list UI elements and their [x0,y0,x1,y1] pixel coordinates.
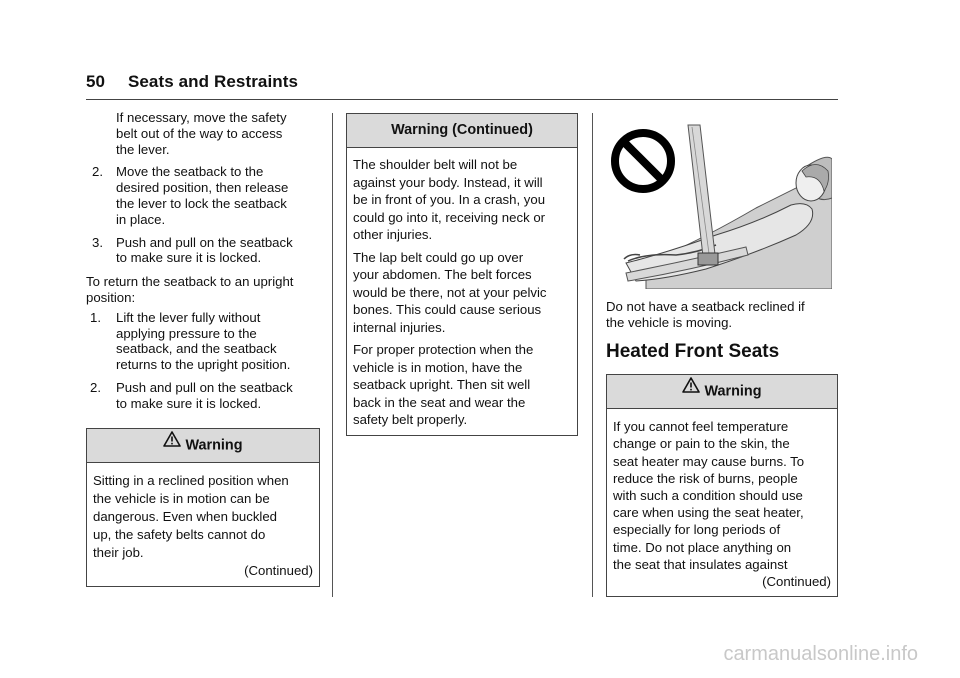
warning-text: Sitting in a reclined position when the vehicle is in motion can be dangerous. Even when buckled up, the safety belts cannot do their job. (Continued) [93,472,313,578]
warning-icon [163,427,181,460]
page-number: 50 [86,72,106,91]
warning-paragraph: The shoulder belt will not be against your body. Instead, it will be in front of you. In a crash, you could go into it, receiving neck or other injuries. [353,157,546,242]
column-2 [346,113,578,436]
warning-header: Warning [607,375,837,409]
warning-box-heated-seats [606,374,838,597]
warning-header: Warning [87,429,319,463]
watermark [0,643,960,666]
watermark-text: carmanualsonline.info [723,643,918,665]
column-1 [86,110,320,587]
warning-text: If you cannot feel temperature change or pain to the skin, the seat heater may cause burns. To reduce the risk of burns, people with such a condition should use care when using the seat heater, especially for long periods of time. Do not place anything on the seat that insulates against (Continued) [613,419,831,590]
continued-label: (Continued) [244,562,313,578]
warning-continued-header: Warning (Continued) [347,114,577,148]
figure-caption: Do not have a seatback reclined if the vehicle is moving. [606,298,805,330]
prohibition-icon [615,133,671,189]
return-step-1: 1. Lift the lever fully without applying pressure to the seatback, and the seatback returns to the upright position. [90,309,291,373]
warning-continued-text [347,148,577,435]
section-title: Seats and Restraints [127,72,299,91]
warning-paragraph: For proper protection when the vehicle is in motion, have the seatback upright. Then sit well back in the seat and wear the safety belt properly. [353,342,534,427]
intro-paragraph: If necessary, move the safety belt out of the way to access the lever. [116,110,287,157]
heated-seats-heading: Heated Front Seats [606,341,780,363]
return-step-2: 2. Push and pull on the seatback to make sure it is locked. [90,379,293,411]
column-divider [332,113,333,597]
warning-icon [682,373,700,406]
reclined-seat-illustration [606,113,832,289]
warning-paragraph: The lap belt could go up over your abdomen. The belt forces would be there, not at your pelvic bones. This could cause serious internal injuries. [353,249,547,335]
column-3 [606,113,838,597]
page-header [86,72,298,92]
header-rule [86,99,838,100]
continued-label: (Continued) [762,574,831,590]
warning-box-reclined [86,428,320,587]
step-2: 2. Move the seatback to the desired position, then release the lever to lock the seatback in place. [92,164,289,227]
return-paragraph: To return the seatback to an upright position: [86,274,294,305]
warning-box-continued [346,113,578,436]
column-divider [592,113,593,597]
step-3: 3. Push and pull on the seatback to make sure it is locked. [92,234,293,266]
